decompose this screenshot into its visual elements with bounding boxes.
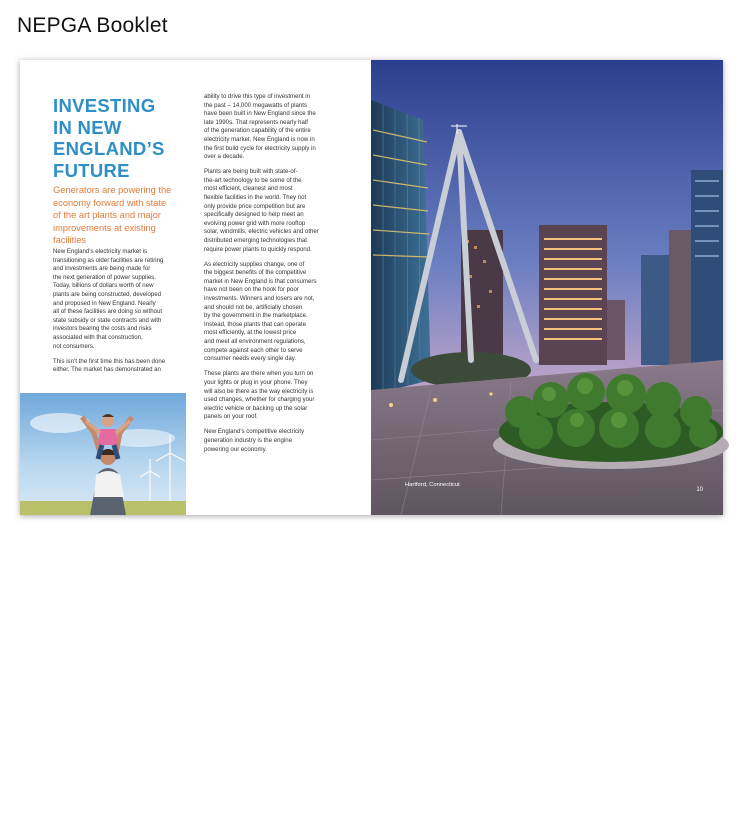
body-paragraph	[204, 370, 350, 422]
body-line: most efficient, cleanest and most	[204, 185, 293, 193]
body-line: over a decade.	[204, 153, 245, 161]
page-number: 10	[696, 487, 703, 493]
subhead-line: facilities	[53, 235, 87, 246]
body-paragraph	[53, 248, 201, 351]
body-line: evolving power grid with more rooftop	[204, 219, 306, 227]
body-line: only provide price competition but are	[204, 202, 306, 210]
body-paragraph	[204, 93, 350, 162]
headline-line: FUTURE	[53, 159, 130, 181]
body-line: and should not be, artificially chosen	[204, 303, 303, 311]
body-line: used changes, whether for charging your	[204, 396, 315, 404]
subhead-line: improvements at existing	[53, 222, 156, 233]
headline	[53, 95, 193, 181]
body-line: Today, billions of dollars worth of new	[53, 282, 154, 290]
document-title: NEPGA Booklet	[17, 14, 168, 37]
headline-line: IN NEW	[53, 116, 122, 138]
body-line: plants are being constructed, developed	[53, 290, 162, 298]
body-line: your lights or plug in your phone. They	[204, 378, 308, 386]
body-line: the next generation of power supplies.	[53, 273, 156, 281]
body-line: will also be there as the way electricity is	[204, 387, 314, 395]
hartford-city-photo	[371, 60, 723, 515]
body-line: by the government in the marketplace.	[204, 312, 308, 320]
body-line: New England’s competitive electricity	[204, 428, 305, 436]
body-line: late 1990s. That represents nearly half	[204, 118, 308, 126]
body-line: have been built in New England since the	[204, 110, 316, 118]
body-line: the past – 14,000 megawatts of plants	[204, 101, 307, 109]
subhead-line: of the art plants and major	[53, 210, 162, 221]
subhead	[53, 184, 193, 247]
body-line: all of these facilities are doing so without	[53, 308, 163, 316]
body-column-left	[53, 248, 201, 381]
body-line: ability to drive this type of investment in	[204, 93, 311, 100]
body-line: specifically designed to help meet an	[204, 211, 304, 219]
body-line: distributed emerging technologies that	[204, 237, 307, 244]
body-line: investments. Winners and losers are not,	[204, 295, 315, 303]
body-line: panels on your roof.	[204, 413, 258, 421]
body-line: This isn’t the first time this has been done	[53, 357, 166, 365]
body-column-right	[204, 93, 350, 461]
body-line: have not been on the hook for poor	[204, 286, 299, 294]
booklet-spread	[20, 60, 723, 826]
body-line: the biggest benefits of the competitive	[204, 269, 307, 277]
headline-line: INVESTING	[53, 95, 156, 116]
body-paragraph	[204, 261, 350, 364]
body-line: of the generation capability of the entire	[204, 127, 311, 135]
body-line: not consumers.	[53, 342, 95, 350]
photo-caption: Hartford, Connecticut	[405, 482, 460, 488]
body-line: state subsidy or state contracts and with	[53, 316, 162, 324]
headline-line: ENGLAND’S	[53, 138, 165, 159]
family-windmill-photo	[20, 393, 186, 826]
left-page	[20, 60, 371, 826]
body-line: market in New England is that consumers	[204, 277, 317, 285]
body-line: the-art technology to be some of the	[204, 176, 302, 184]
body-line: require power plants to quickly respond.	[204, 245, 312, 253]
body-line: flexible facilities in the world. They not	[204, 194, 307, 202]
body-line: generation industry is the engine	[204, 436, 293, 444]
body-line: Plants are being built with state-of-	[204, 168, 298, 176]
body-line: transitioning as older facilities are retiring	[53, 256, 164, 264]
body-line: electricity market. New England is now in	[204, 135, 315, 143]
subhead-line: Generators are powering the	[53, 185, 172, 195]
body-line: investors bearing the costs and risks	[53, 325, 152, 333]
body-line: electric vehicle or backing up the solar	[204, 404, 308, 412]
body-line: either. The market has demonstrated an	[53, 366, 161, 374]
body-line: As electricity supplies change, one of	[204, 260, 305, 268]
body-line: and investments are being made for	[53, 265, 151, 273]
right-page	[371, 60, 723, 515]
subhead-line: economy forward with state	[53, 197, 167, 208]
body-line: the first build cycle for electricity supply in	[204, 144, 316, 152]
body-line: most efficiently, at the lowest price	[204, 329, 297, 337]
body-line: These plants are there when you turn on	[204, 370, 314, 378]
body-paragraph	[204, 428, 350, 454]
page-number: 9	[39, 820, 43, 826]
body-line: compete against each other to serve	[204, 346, 303, 354]
body-line: Instead, those plants that can operate	[204, 320, 306, 328]
body-line: associated with that construction,	[53, 333, 143, 341]
body-line: solar, windmills, electric vehicles and other	[204, 228, 319, 236]
body-paragraph	[53, 358, 201, 375]
body-line: powering our economy.	[204, 445, 267, 453]
body-line: New England’s electricity market is	[53, 248, 148, 255]
body-line: consumer needs every single day.	[204, 355, 297, 363]
body-paragraph	[204, 168, 350, 254]
body-line: and proposed in New England. Nearly	[53, 299, 156, 307]
body-line: and meet all environment regulations,	[204, 338, 306, 346]
